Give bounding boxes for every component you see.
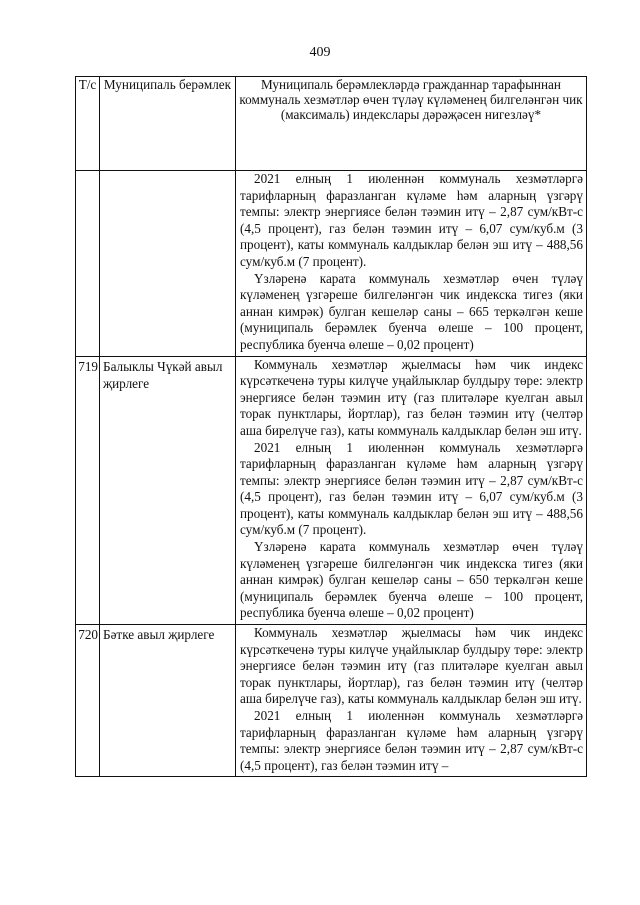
table-header-row [76, 77, 587, 171]
description-paragraph: Үзләренә карата коммуналь хезмәтләр өчен түләү күләменең үзгәреше билгеләнгән чик индекска тигез (яки аннан кимрәк) булган кешеләр саны – 665 теркәлгән кеше (муниципаль берәмлек буенча өлеше – 100 процент, республика буенча өлеше – 0,02 процент) [240, 270, 583, 352]
row-municipality [100, 171, 236, 357]
row-number [76, 171, 100, 357]
description-paragraph: Коммуналь хезмәтләр җыелмасы һәм чик индекс күрсәткеченә туры килүче уңайлыклар булдыру төре: электр энергиясе белән тәэмин итү (газ плитәләре куелган авыл торак пунктлары, йортлар), газ белән тәэмин итү (челтәр аша бирелүче газ), каты коммуналь калдыклар белән эш итү. [240, 356, 583, 438]
row-number: 720 [76, 625, 100, 777]
page-number: 409 [309, 45, 331, 60]
indices-table [75, 76, 587, 777]
description-paragraph: 2021 елның 1 июленнән коммуналь хезмәтләргә тарифларның фаразланган күләме һәм аларның үзгәрү темпы: электр энергиясе белән тәэмин итү – 2,87 сум/кВт-с (4,5 процент), газ белән тәэмин итү – 6,07 сум/куб.м (3 процент), каты коммуналь калдыклар белән эш итү – 488,56 сум/куб.м (7 процент). [240, 171, 583, 269]
description-paragraph: Коммуналь хезмәтләр җыелмасы һәм чик индекс күрсәткеченә туры килүче уңайлыклар булдыру төре: электр энергиясе белән тәэмин итү (газ плитәләре куелган авыл торак пунктлары, йортлар), газ белән тәэмин итү (челтәр аша бирелүче газ), каты коммуналь калдыклар белән эш итү. [240, 625, 583, 707]
row-description [236, 171, 587, 357]
header-number: Т/с [76, 77, 100, 171]
row-number: 719 [76, 356, 100, 625]
table-row [76, 625, 587, 777]
header-municipality: Муниципаль берәмлек [100, 77, 236, 171]
header-description: Муниципаль берәмлекләрдә гражданнар тарафыннан коммуналь хезмәтләр өчен түләү күләменең билгеләнгән чик (максималь) индекслары дәрәҗәсен нигезләү* [236, 77, 587, 171]
row-description [236, 625, 587, 777]
table-row [76, 356, 587, 625]
description-paragraph: 2021 елның 1 июленнән коммуналь хезмәтләргә тарифларның фаразланган күләме һәм аларның үзгәрү темпы: электр энергиясе белән тәэмин итү – 2,87 сум/кВт-с (4,5 процент), газ белән тәэмин итү – [240, 708, 583, 773]
description-paragraph: 2021 елның 1 июленнән коммуналь хезмәтләргә тарифларның фаразланган күләме һәм аларның үзгәрү темпы: электр энергиясе белән тәэмин итү – 2,87 сум/кВт-с (4,5 процент), газ белән тәэмин итү – 6,07 сум/куб.м (3 процент), каты коммуналь калдыклар белән эш итү – 488,56 сум/куб.м (7 процент). [240, 439, 583, 538]
table-row [76, 171, 587, 357]
row-municipality: Бәтке авыл җирлеге [100, 625, 236, 777]
description-paragraph: Үзләренә карата коммуналь хезмәтләр өчен түләү күләменең үзгәреше билгеләнгән чик индекска тигез (яки аннан кимрәк) булган кешеләр саны – 650 теркәлгән кеше (муниципаль берәмлек буенча өлеше – 100 процент, республика буенча өлеше – 0,02 процент) [240, 539, 583, 621]
row-municipality: Балыклы Чүкәй авыл җирлеге [100, 356, 236, 625]
row-description [236, 356, 587, 625]
